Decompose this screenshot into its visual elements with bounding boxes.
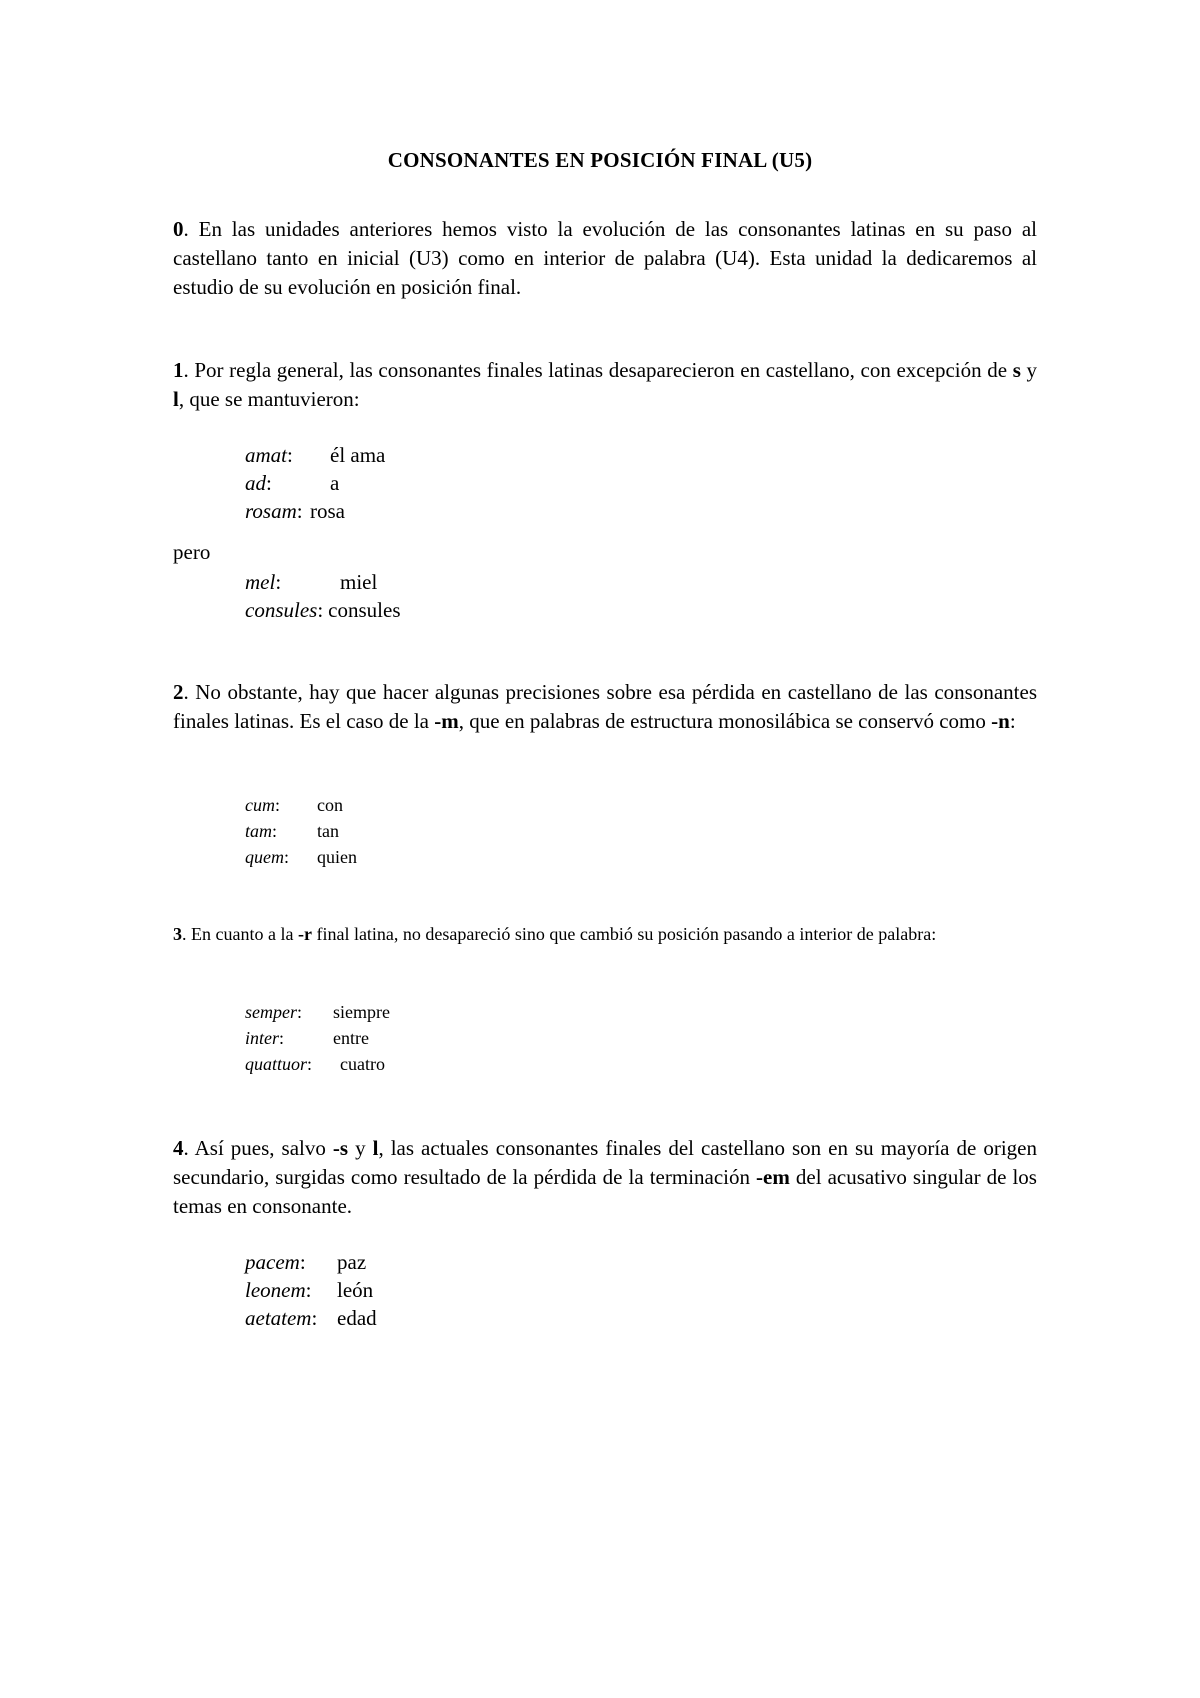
section-text: y: [348, 1136, 373, 1160]
section-number: 1: [173, 358, 184, 382]
latin-word: pacem: [245, 1250, 300, 1274]
spanish-word: tan: [317, 821, 339, 841]
section-2-paragraph: [173, 678, 1037, 736]
latin-word: quem: [245, 847, 284, 867]
section-number: 0: [173, 217, 184, 241]
example-row: [245, 568, 401, 596]
example-list-2: [245, 792, 357, 870]
latin-word: cum: [245, 795, 275, 815]
example-row: [245, 1248, 377, 1276]
example-row: [245, 497, 385, 525]
section-text: :: [1009, 709, 1016, 733]
bold-term: -n: [991, 709, 1010, 733]
section-text: . Por regla general, las consonantes finales latinas desaparecieron en castellano, con excepción de: [183, 358, 1013, 382]
spanish-word: con: [317, 795, 343, 815]
spanish-word: quien: [317, 847, 357, 867]
separator: :: [311, 1306, 318, 1330]
section-text: final latina, no desapareció sino que cambió su posición pasando a interior de palabra:: [311, 924, 937, 944]
example-list-4: [245, 1248, 377, 1332]
bold-term: -em: [756, 1165, 790, 1189]
bold-term: -r: [297, 924, 312, 944]
spanish-word: miel: [340, 570, 378, 594]
example-row: [245, 441, 385, 469]
section-4-paragraph: [173, 1134, 1037, 1221]
latin-word: quattuor: [245, 1054, 308, 1074]
example-row: [245, 818, 357, 844]
example-row: [245, 596, 401, 624]
section-text: , que se mantuvieron:: [178, 387, 360, 411]
example-list-1b: [245, 568, 401, 624]
separator: :: [299, 1250, 306, 1274]
section-number: 2: [173, 680, 184, 704]
section-0-paragraph: [173, 215, 1037, 302]
separator: :: [275, 570, 282, 594]
latin-word: rosam: [245, 499, 297, 523]
bold-term: -m: [434, 709, 459, 733]
example-list-3: [245, 999, 390, 1077]
separator: :: [297, 1002, 303, 1022]
section-text: , que en palabras de estructura monosilábica se conservó como: [458, 709, 992, 733]
section-text: del acusativo singular de los temas en consonante.: [173, 1165, 1037, 1218]
spanish-word: siempre: [333, 1002, 390, 1022]
example-row: [245, 469, 385, 497]
page-title: CONSONANTES EN POSICIÓN FINAL (U5): [387, 148, 813, 172]
latin-word: inter: [245, 1028, 279, 1048]
latin-word: aetatem: [245, 1306, 312, 1330]
example-row: [245, 844, 357, 870]
section-text: . Así pues, salvo: [183, 1136, 333, 1160]
separator: :: [275, 795, 281, 815]
bold-term: s: [1012, 358, 1021, 382]
section-number: 3: [173, 924, 182, 944]
spanish-word: consules: [328, 598, 401, 622]
bold-term: -s: [332, 1136, 349, 1160]
example-row: [245, 792, 357, 818]
spanish-word: león: [337, 1278, 374, 1302]
separator: :: [266, 471, 272, 495]
latin-word: tam: [245, 821, 272, 841]
separator: :: [284, 847, 290, 867]
separator: :: [296, 499, 303, 523]
latin-word: ad: [245, 471, 266, 495]
spanish-word: rosa: [310, 499, 345, 523]
section-text: . En las unidades anteriores hemos visto la evolución de las consonantes latinas en su paso al castellano tanto en inicial (U3) como en interior de palabra (U4). Esta unidad la dedicaremos al estudio de su evolución en posición final.: [173, 217, 1037, 299]
section-text: y: [1020, 358, 1038, 382]
spanish-word: a: [330, 471, 340, 495]
section-text: . En cuanto a la: [182, 924, 298, 944]
latin-word: consules: [245, 598, 318, 622]
spanish-word: edad: [337, 1306, 377, 1330]
spanish-word: cuatro: [340, 1054, 385, 1074]
bold-term: l: [173, 387, 179, 411]
spanish-word: él ama: [330, 443, 386, 467]
spanish-word: paz: [337, 1250, 367, 1274]
section-text: . No obstante, hay que hacer algunas precisiones sobre esa pérdida en castellano de las consonantes finales latinas. Es el caso de la: [173, 680, 1037, 733]
example-list-1: [245, 441, 385, 525]
example-row: [245, 1304, 377, 1332]
latin-word: amat: [245, 443, 287, 467]
spanish-word: entre: [333, 1028, 369, 1048]
separator: :: [272, 821, 278, 841]
example-row: [245, 1025, 390, 1051]
separator: :: [307, 1054, 313, 1074]
example-row: [245, 1276, 377, 1304]
separator: :: [279, 1028, 285, 1048]
latin-word: mel: [245, 570, 276, 594]
section-3-paragraph: [173, 920, 1037, 948]
latin-word: semper: [245, 1002, 297, 1022]
separator: :: [305, 1278, 312, 1302]
bold-term: l: [372, 1136, 379, 1160]
pero-label: pero: [173, 540, 211, 564]
section-1-paragraph: [173, 356, 1037, 414]
section-text: , las actuales consonantes finales del castellano son en su mayoría de origen secundario, surgidas como resultado de la pérdida de la terminación: [173, 1136, 1038, 1189]
latin-word: leonem: [245, 1278, 306, 1302]
separator: :: [287, 443, 293, 467]
example-row: [245, 999, 390, 1025]
example-row: [245, 1051, 390, 1077]
section-number: 4: [173, 1136, 184, 1160]
separator: :: [317, 598, 324, 622]
